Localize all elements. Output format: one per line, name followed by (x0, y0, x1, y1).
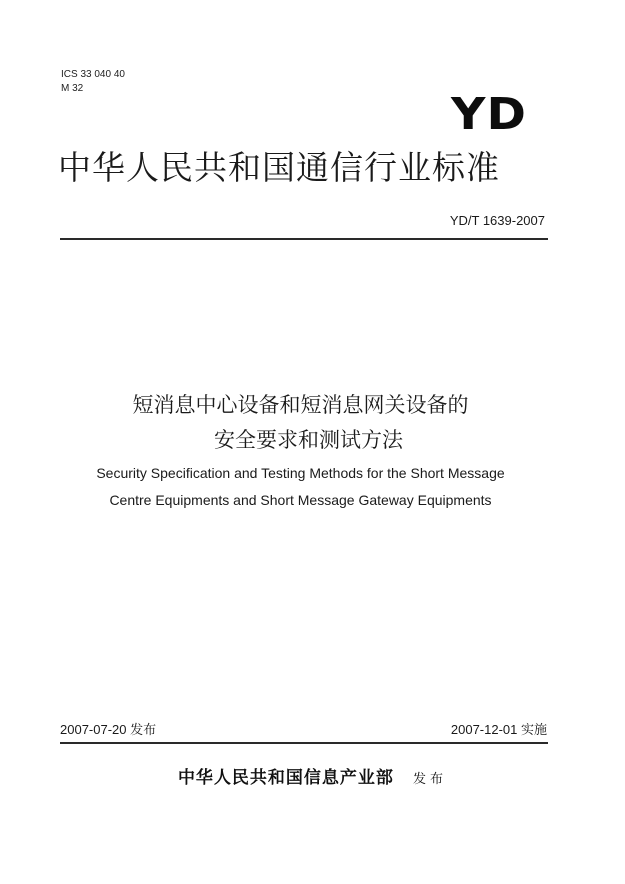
top-divider (60, 238, 548, 240)
standard-number: YD/T 1639-2007 (449, 213, 545, 228)
publisher-action: 发布 (413, 772, 448, 787)
yd-logo: YD (450, 89, 527, 140)
issue-date: 2007-07-20 发布 (60, 722, 157, 737)
classification-codes (61, 68, 125, 96)
document-title-en-line1: Security Specification and Testing Methods for the Short Message (96, 465, 505, 481)
implementation-date: 2007-12-01 实施 (450, 722, 547, 737)
publisher-line (0, 763, 625, 788)
ics-code: ICS 33 040 40 (61, 69, 125, 80)
document-title-zh-line2: 安全要求和测试方法 (214, 428, 403, 452)
document-title-en-line2: Centre Equipments and Short Message Gateway Equipments (109, 492, 492, 508)
publisher-name: 中华人民共和国信息产业部 (177, 768, 394, 788)
standard-category-title: 中华人民共和国通信行业标准 (58, 148, 500, 187)
ccs-code: M 32 (61, 83, 84, 94)
document-title-zh-line1: 短消息中心设备和短消息网关设备的 (132, 393, 469, 417)
bottom-divider (60, 742, 548, 744)
